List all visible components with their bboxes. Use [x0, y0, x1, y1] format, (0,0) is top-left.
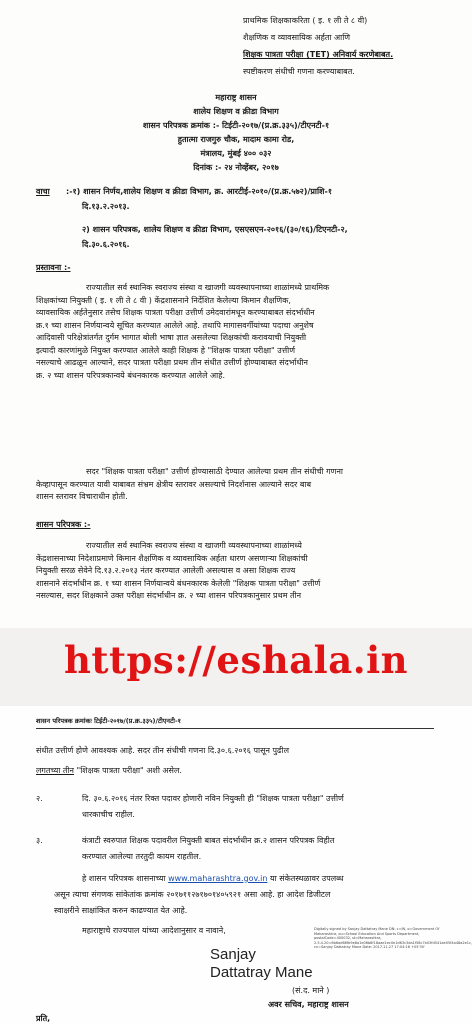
continuation-line-2 — [36, 766, 182, 776]
circular-date: दिनांक :- २४ नोव्हेंबर, २०१७ — [193, 163, 279, 172]
text-line: सदर "शिक्षक पात्रता परीक्षा" उत्तीर्ण होण्यासाठी देण्यात आलेल्या प्रथम तीन संधीची गणना — [86, 467, 343, 476]
references-label: वाचा — [36, 187, 50, 196]
circular-heading: शासन परिपत्रक :- — [36, 520, 91, 529]
text-line: व्यावसायिक अर्हतेनुसार तसेच शिक्षक पात्रता परीक्षा उत्तीर्ण उमेदवारांमधून करण्याबाबत संदर्भाधीन — [36, 308, 315, 317]
signer-last-name: Dattatray Mane — [210, 964, 313, 981]
circular-paragraph — [36, 540, 448, 603]
website-text-tail: या संकेतस्थळावर उपलब्ध — [267, 874, 344, 883]
header-rule — [36, 728, 434, 729]
digital-signature-stamp: Digitally signed by Sanjay Dattatray Mane DN: c=IN, o=Government Of Maharashtra, ou=School Education And Sports Department, postalCode=400032, st=Maharashtra, 2.5.4.20=6b6ad66fb9e8a1e06b8f18aae1ec0e1d63c3da1f58c7a03fd541ae05f4a48a2e1c, cn=Sanjay Dattatray Mane Date: 2017.11.27 17:04:16 +05'30' — [314, 927, 472, 950]
text-line: नसल्यास, सदर शिक्षकाने उक्त परीक्षा संदर्भाधीन क्र. २ च्या शासन परिपत्रकानुसार प्रथम तीन — [36, 591, 302, 600]
text-line: क्र. २ च्या शासन परिपत्रकान्वये बंधनकारक करण्यात आलेले आहे. — [36, 370, 226, 380]
text-line: शिक्षकांच्या नियुक्ती ( इ. १ ली ते ८ वी ) केंद्रशासनाने निर्देशित केलेल्या किमान शैक्षणिक, — [36, 295, 291, 305]
office-city: मंत्रालय, मुंबई ४०० ०३२ — [200, 149, 272, 158]
reference-2-line-2: दि.३०.६.२०१६. — [82, 240, 130, 249]
item-2-line-1: दि. ३०.६.२०१६ नंतर रिक्त पदावर होणारी नविन नियुक्ती ही "शिक्षक पात्रता परीक्षा" उत्तीर्ण — [82, 794, 344, 803]
item-2-number: २. — [36, 794, 43, 803]
next-three-text: लगतच्या तीन — [36, 766, 74, 775]
text-line: आदिवासी परिक्षेत्रांतर्गत दुर्गम भागात बोली भाषा ज्ञात असलेल्या शिक्षकांची करावयाची नियुक्ती — [36, 333, 307, 342]
text-line: केंद्रशासनाच्या निदेशाप्रमाणे किमान शैक्षणिक व व्यावसायिक अर्हता धारण असणाऱ्या शिक्षकांची — [36, 553, 308, 563]
preamble-heading: प्रस्तावना :- — [36, 263, 71, 272]
continuation-tail: "शिक्षक पात्रता परीक्षा" अशी असेल. — [73, 766, 182, 775]
signer-designation: अवर सचिव, महाराष्ट्र शासन — [268, 1000, 349, 1009]
website-text: हे शासन परिपत्रक शासनाच्या — [82, 874, 169, 883]
reference-1-line-1: :-१) शासन निर्णय,शालेय शिक्षण व क्रीडा विभाग, क्र. आरटीई-२०१०/(प्र.क्र.५७२)/प्राशि-१ — [66, 187, 332, 196]
subject-line-4: स्पष्टीकरण संधीची गणना करण्याबाबत. — [243, 67, 355, 76]
reference-1-line-2: दि.१३.२.२०१३. — [82, 202, 130, 211]
government-name: महाराष्ट्र शासन — [215, 93, 257, 102]
text-line: राज्यातील सर्व स्थानिक स्वराज्य संस्था व खाजगी व्यवस्थापनाच्या शाळांमध्ये प्राथमिक — [86, 283, 330, 292]
signer-first-name: Sanjay — [210, 946, 256, 963]
text-line: केव्हापासून करण्यात यावी याबाबत संभ्रम क्षेत्रीय स्तरावर असल्याचे निदर्शनास आल्याने सदर बाब — [36, 479, 312, 489]
website-line-2: असून त्याचा संगणक सांकेतांक क्रमांक २०१७११२७१७०१४०५९२१ असा आहे. हा आदेश डिजीटल — [54, 890, 331, 899]
text-line: इत्यादी कारणांमुळे नियुक्त करण्यात आलेले काही शिक्षक हे "शिक्षक पात्रता परीक्षा" उत्तीर्ण — [36, 345, 296, 355]
circular-number: शासन परिपत्रक क्रमांक :- टिईटी-२०१७/(प्र.क्र.३३५)/टीएनटी-१ — [142, 121, 330, 130]
preamble-paragraph-2 — [36, 466, 448, 504]
running-header: शासन परिपत्रक क्रमांकः टिईटी-२०१७/(प्र.क्र.३३५)/टीएनटी-१ — [36, 717, 182, 725]
office-address: हुतात्मा राजगुरु चौक, मादाम कामा रोड, — [177, 135, 295, 144]
text-line: नियुक्ती सरळ सेवेने दि.१३.२.२०१३ नंतर करण्यात आलेली असल्यास व असा शिक्षक राज्य — [36, 566, 296, 575]
website-link[interactable]: www.maharashtra.gov.in — [168, 874, 268, 883]
website-line-3: स्वाक्षरीने साक्षांकित करुन काढण्यात येत आहे. — [54, 906, 188, 915]
preamble-paragraph-1 — [36, 282, 448, 382]
text-line: राज्यातील सर्व स्थानिक स्वराज्य संस्था व खाजगी व्यवस्थापनाच्या शाळांमध्ये — [86, 541, 302, 550]
item-3-line-2: करण्यात आलेल्या तरतुदी कायम राहतील. — [82, 852, 202, 861]
text-line: शासन स्तरावर विचाराधीन होती. — [36, 492, 128, 501]
reference-2-line-1: २) शासन परिपत्रक, शालेय शिक्षण व क्रीडा विभाग, एसएसएन-२०१६/(३०/१६)/टिएनटी-२, — [82, 225, 348, 234]
text-line: क्र.१ च्या शासन निर्णयान्वये सूचित करण्यात आलेले आहे. तथापि मागासवर्गीयांच्या पदाचा अनुशेष — [36, 320, 314, 330]
continuation-line-1: संधीत उत्तीर्ण होणे आवश्यक आहे. सदर तीन संधीची गणना दि.३०.६.२०१६ पासून पुढील — [36, 746, 290, 755]
text-line: शासनाने संदर्भाधीन क्र. १ च्या शासन निर्णयान्वये बंधनकारक केलेली "शिक्षक पात्रता परीक्षा" उत्तीर्ण — [36, 578, 321, 588]
subject-line-1: प्राथमिक शिक्षकाकरिता ( इ. १ ली ते ८ वी) — [243, 16, 368, 25]
item-3-line-1: कंत्राटी स्वरुपात शिक्षक पदावरील नियुक्ती बाबत संदर्भाधीन क्र.२ शासन परिपत्रक विहीत — [82, 836, 335, 845]
watermark-url: https://eshala.in — [63, 638, 409, 682]
copy-to-label: प्रति, — [36, 1014, 51, 1023]
website-line-1 — [82, 874, 344, 884]
subject-line-3: शिक्षक पात्रता परीक्षा (TET) अनिवार्य करणेबाबत. — [243, 50, 394, 59]
item-2-line-2: धारकाचीच राहील. — [82, 810, 135, 819]
governor-order-line: महाराष्ट्राचे राज्यपाल यांच्या आदेशानुसार व नावाने, — [82, 926, 226, 935]
subject-line-2: शैक्षणिक व व्यावसायिक अर्हता आणि — [243, 33, 351, 42]
signer-marathi-name: (सं.द. माने ) — [292, 986, 330, 995]
department-name: शालेय शिक्षण व क्रीडा विभाग — [193, 107, 279, 116]
item-3-number: ३. — [36, 836, 43, 845]
text-line: नसल्याचे आढळून आल्याने, सदर पात्रता परीक्षा प्रथम तीन संधीत उत्तीर्ण होण्याबाबत संदर्भाधीन — [36, 358, 308, 367]
